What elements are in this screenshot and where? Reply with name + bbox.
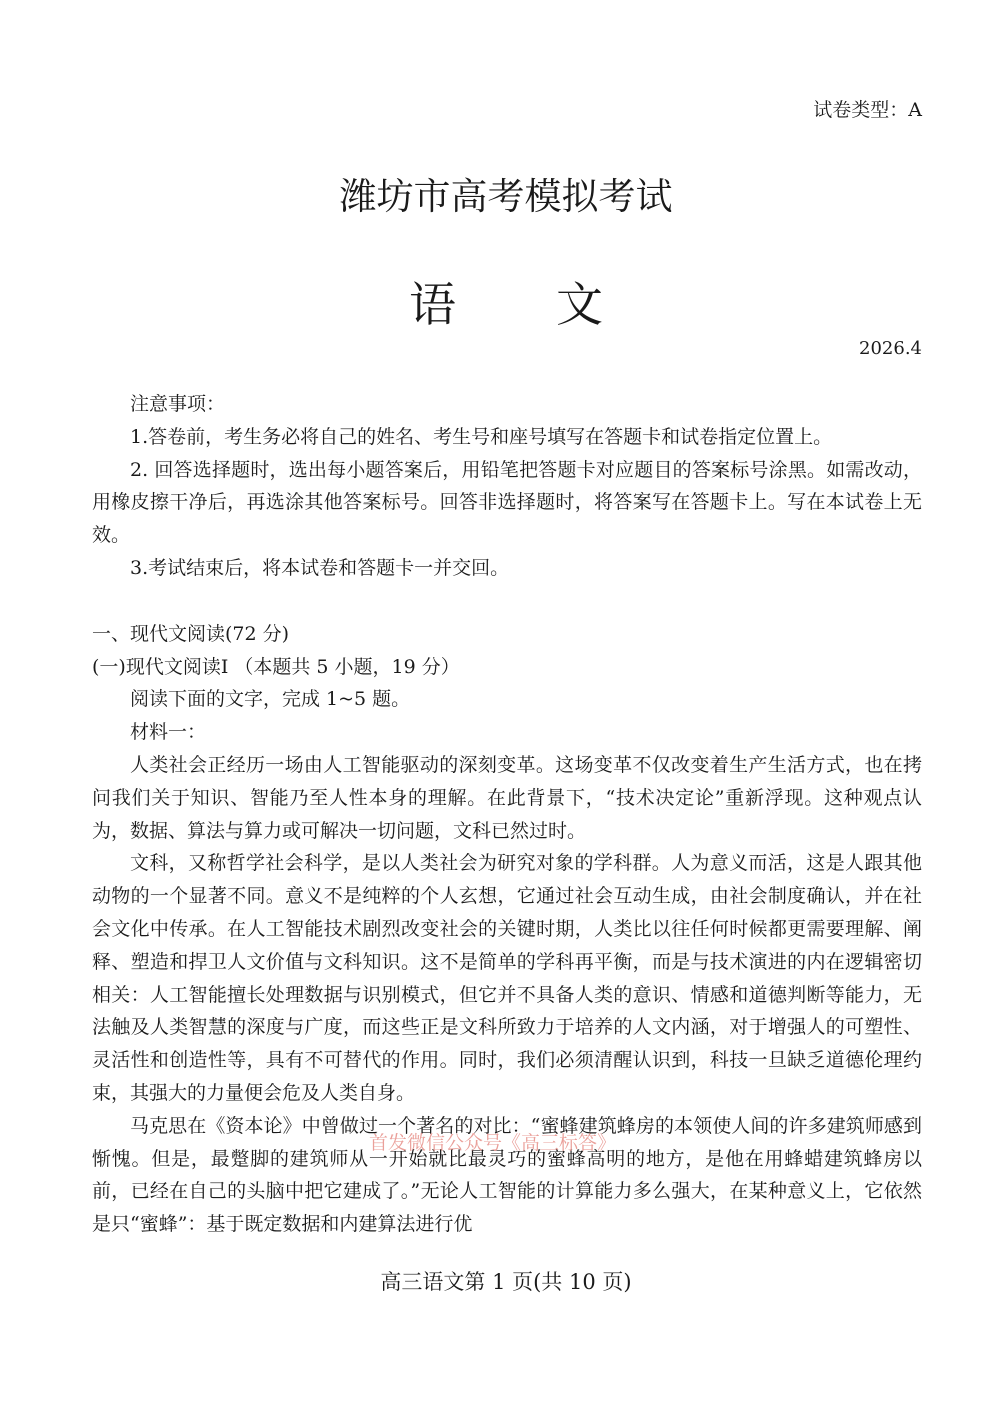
notice-heading: 注意事项：: [130, 393, 226, 415]
notice-item-2: 2. 回答选择题时，选出每小题答案后，用铅笔把答题卡对应题目的答案标号涂黑。如需改动，用橡皮擦干净后，再选涂其他答案标号。回答非选择题时，将答案写在答题卡上。写在本试卷上无效。: [92, 458, 922, 547]
watermark-text: 首发微信公众号《高三标答》: [369, 1132, 617, 1154]
exam-title: 潍坊市高考模拟考试: [339, 175, 673, 218]
section-heading: 一、现代文阅读(72 分): [92, 622, 290, 645]
exam-date: 2026.4: [859, 338, 922, 359]
notice-item-1: 1.答卷前，考生务必将自己的姓名、考生号和座号填写在答题卡和试卷指定位置上。: [130, 425, 833, 448]
exam-type-label: 试卷类型：A: [813, 99, 922, 121]
subject-char-2: 文: [556, 278, 603, 333]
material-paragraph-2: 文科，又称哲学社会科学，是以人类社会为研究对象的学科群。人为意义而活，这是人跟其他动物的一个显著不同。意义不是纯粹的个人玄想，它通过社会互动生成，由社会制度确认，并在社会文化中传承。在人工智能技术剧烈改变社会的关键时期，人类比以往任何时候都更需要理解、阐释、塑造和捍卫人文价值与文科知识。这不是简单的学科再平衡，而是与技术演进的内在逻辑密切相关：人工智能擅长处理数据与识别模式，但它并不具备人类的意识、情感和道德判断等能力，无法触及人类智慧的深度与广度，而这些正是文科所致力于培养的人文内涵，对于增强人的可塑性、灵活性和创造性等，具有不可替代的作用。同时，我们必须清醒认识到，科技一旦缺乏道德伦理约束，其强大的力量便会危及人类自身。: [92, 852, 922, 1104]
sub-section-heading: (一)现代文阅读Ⅰ （本题共 5 小题，19 分）: [92, 655, 460, 678]
material-label: 材料一：: [130, 721, 207, 744]
page-footer: 高三语文第 1 页(共 10 页): [380, 1270, 632, 1294]
exam-content: [92, 388, 922, 1241]
subject-char-1: 语: [409, 278, 456, 333]
notice-item-3: 3.考试结束后，将本试卷和答题卡一并交回。: [130, 556, 510, 579]
section-gap: [92, 585, 922, 618]
material-paragraph-3: 马克思在《资本论》中曾做过一个著名的对比：“蜜蜂建筑蜂房的本领使人间的许多建筑师感到惭愧。但是，最蹩脚的建筑师从一开始就比最灵巧的蜜蜂高明的地方，是他在用蜂蜡建筑蜂房以前，已经在自己的头脑中把它建成了。”无论人工智能的计算能力多么强大，在某种意义上，它依然是只“蜜蜂”：基于既定数据和内建算法进行优: [92, 1114, 922, 1236]
material-paragraph-1: 人类社会正经历一场由人工智能驱动的深刻变革。这场变革不仅改变着生产生活方式，也在拷问我们关于知识、智能乃至人性本身的理解。在此背景下，“技术决定论”重新浮现。这种观点认为，数据、算法与算力或可解决一切问题，文科已然过时。: [92, 753, 922, 842]
subject-title: [0, 268, 992, 335]
reading-instruction: 阅读下面的文字，完成 1~5 题。: [130, 688, 411, 711]
